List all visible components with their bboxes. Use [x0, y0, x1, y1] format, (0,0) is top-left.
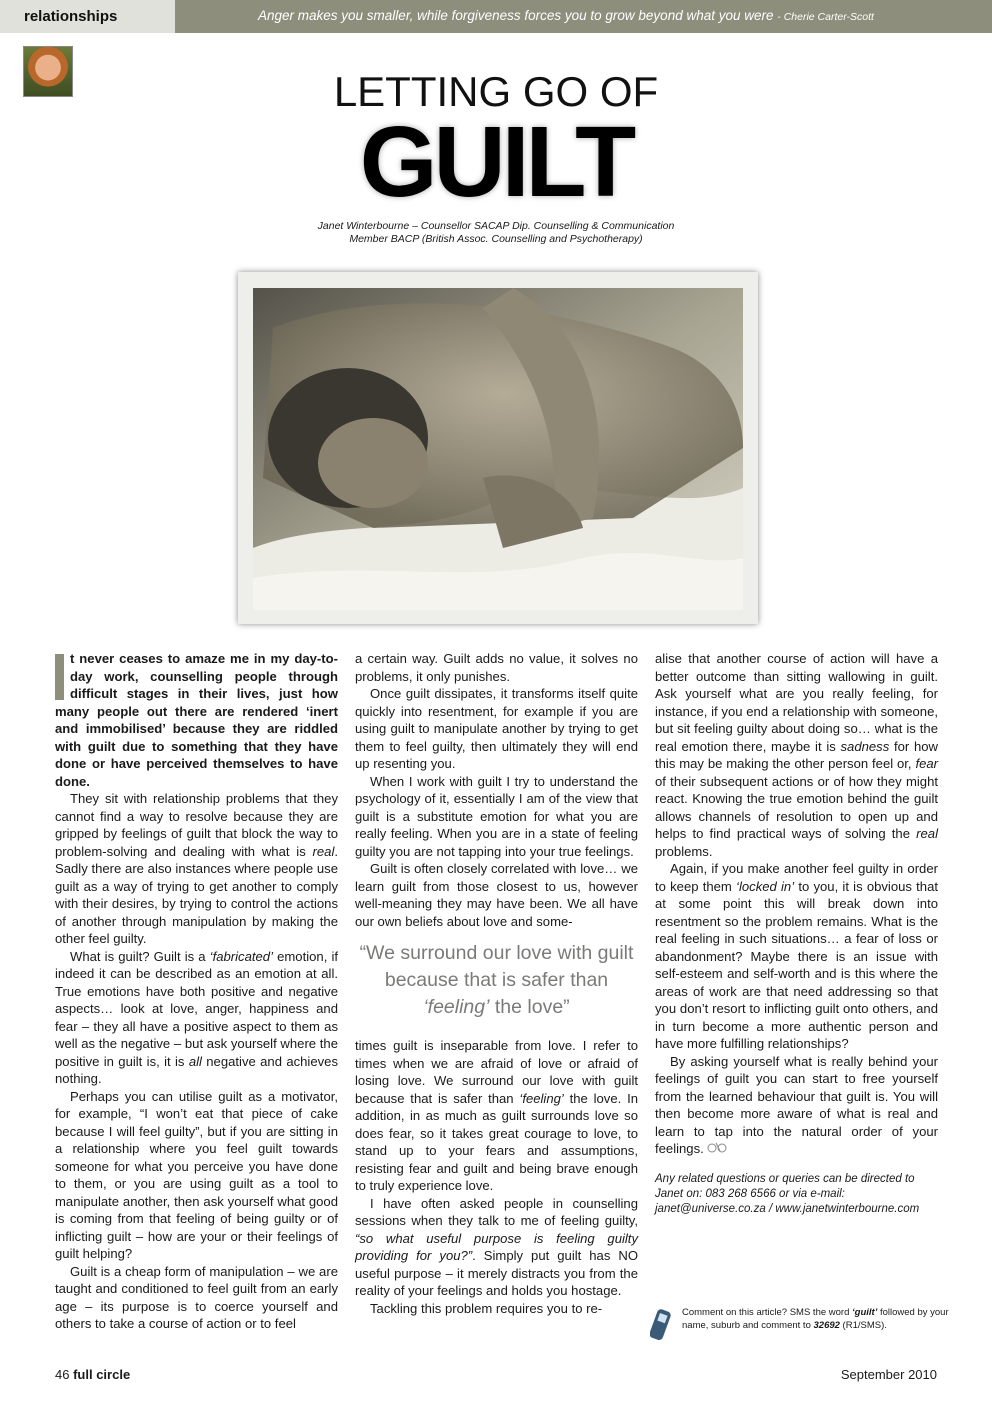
- paragraph: Once guilt dissipates, it transforms itself quite quickly into resentment, for example if you are using guilt to manipulate another by trying to get them to feel guilty, then ultimately they will end up resenting you.: [355, 686, 638, 771]
- drop-cap-bar: [55, 654, 64, 700]
- byline-line-2: Member BACP (British Assoc. Counselling and Psychotherapy): [349, 233, 643, 245]
- section-label: relationships: [24, 8, 118, 25]
- top-bar: [0, 0, 992, 33]
- mobile-phone-icon: [650, 1309, 672, 1341]
- byline-line-1: Janet Winterbourne – Counsellor SACAP Dip. Counselling & Communication: [317, 220, 675, 232]
- paragraph: By asking yourself what is really behind your feelings of guilt you can start to free yourself from the learned behaviour that guilt is. You will then become more aware of what is real and learn to tap into the natural order of your feelings.: [655, 1053, 938, 1156]
- magazine-name: full circle: [73, 1367, 131, 1382]
- column-3: [655, 650, 938, 1217]
- title-line-1: LETTING GO OF: [333, 68, 659, 115]
- contact-line: Janet on: 083 268 6566 or via e-mail:: [655, 1187, 845, 1200]
- footer-date: September 2010: [840, 1367, 937, 1382]
- column-2: [355, 650, 638, 1317]
- photo-illustration: [253, 288, 743, 610]
- quote-text: Anger makes you smaller, while forgiveness forces you to grow beyond what you were: [258, 8, 774, 23]
- paragraph: Again, if you make another feel guilty in order to keep them ‘locked in’ to you, it is obvious that at some point this will break down into resentment so the problem remains. What is the real feeling in such situations… a fear of loss or abandonment? Maybe there is an issue with self-esteem and self-worth and is this where the areas of work are that need addressing so that you don’t resort to inflicting guilt onto others, and in turn become a more authentic person and have more fulfilling relationships?: [655, 861, 938, 1051]
- paragraph: When I work with guilt I try to understand the psychology of it, essentially I am of the view that guilt is a substitute emotion for what you are really feeling. When you are in a state of feeling guilty you are not tapping into your true feelings.: [355, 773, 638, 859]
- paragraph: times guilt is inseparable from love. I refer to times when we are afraid of love or afraid of losing love. We surround our love with guilt because that is safer than ‘feeling’ the love. In addition, in as much as guilt surrounds love so does fear, so it takes great courage to love, to stand up to your fears and assumptions, resisting fear and guilt and being brave enough to truly experience love.: [355, 1038, 638, 1193]
- contact-line: janet@universe.co.za / www.janetwinterbourne.com: [655, 1202, 920, 1215]
- contact-info: [655, 1172, 938, 1217]
- paragraph: They sit with relationship problems that they cannot find a way to resolve because they are gripped by feelings of guilt that block the way to problem-solving and dealing with what is real. Sadly there are also instances where people use guilt as a way of trying to get another to comply with their desires, by trying to control the actions of another through manipulation by making the other feel guilty.: [55, 791, 338, 946]
- pull-quote: “We surround our love with guilt because that is safer than ‘feeling’ the love”: [359, 942, 634, 1018]
- paragraph: I have often asked people in counselling sessions when they talk to me of feeling guilty, “so what useful purpose is feeling guilty providing for you?”. Simply put guilt has NO useful purpose – it merely distracts you from the reality of your feelings and holds you hostage.: [355, 1195, 638, 1298]
- end-mark-icon: [707, 1141, 727, 1153]
- paragraph: Tackling this problem requires you to re-: [370, 1300, 603, 1316]
- header-quote: [258, 8, 874, 23]
- photo-frame: [238, 272, 758, 624]
- paragraph: Guilt is often closely correlated with love… we learn guilt from those closest to us, however well-meaning they may have been. We all have our own beliefs about love and some-: [355, 861, 638, 929]
- byline: [0, 220, 992, 246]
- paragraph: Guilt is a cheap form of manipulation – we are taught and conditioned to feel guilt from an early age – its purpose is to coerce yourself and others to take a course of action or to feel: [55, 1263, 338, 1331]
- lead-text: t never ceases to amaze me in my day-to-day work, counselling people through difficult stages in their lives, just how many people out there are rendered ‘inert and immobilised’ because they are riddled with guilt due to something that they have done or have perceived themselves to have done.: [55, 651, 338, 789]
- lead-paragraph: [55, 650, 338, 790]
- page-number: 46: [55, 1367, 70, 1382]
- contact-line: Any related questions or queries can be directed to: [655, 1172, 915, 1185]
- title-line-2: GUILT: [359, 106, 633, 218]
- section-tab: [0, 0, 175, 33]
- footer-page: [55, 1367, 130, 1382]
- paragraph: a certain way. Guilt adds no value, it solves no problems, it only punishes.: [355, 651, 638, 684]
- article-photo: [253, 288, 743, 610]
- column-1: [55, 650, 338, 1333]
- sms-text: Comment on this article? SMS the word ‘guilt’ followed by your name, suburb and comment to 32692 (R1/SMS).: [682, 1307, 949, 1331]
- paragraph: What is guilt? Guilt is a ‘fabricated’ emotion, if indeed it can be described as an emotion at all. True emotions have both positive and negative aspects… look at love, anger, happiness and fear – they all have a positive aspect to them as well as the negative – but ask yourself where the positive in guilt is, it is all negative and achieves nothing.: [55, 948, 338, 1086]
- quote-author: - Cherie Carter-Scott: [777, 11, 874, 23]
- paragraph: alise that another course of action will have a better outcome than sitting wallowing in guilt. Ask yourself what are you really feeling, for instance, if you end a relationship with someone, but sit feeling guilty about doing so… what is the real emotion there, maybe it is sadness for how this may be making the other person feel or, fear of their subsequent actions or of how they might react. Knowing the true emotion behind the guilt allows channels of resolution to open up and helps to find practical ways of solving the real problems.: [655, 651, 939, 859]
- paragraph: Perhaps you can utilise guilt as a motivator, for example, “I won’t eat that piece of cake because I will feel guilty”, but if you are sitting in a relationship where you feel guilt towards someone for what you perceive you have done to them, or you are using guilt as a tool to manipulate another, then ask yourself what good is coming from that feeling of being guilty or of inflicting guilt – how are your or their feelings of guilt helping?: [55, 1088, 338, 1261]
- quote-banner: [175, 0, 992, 33]
